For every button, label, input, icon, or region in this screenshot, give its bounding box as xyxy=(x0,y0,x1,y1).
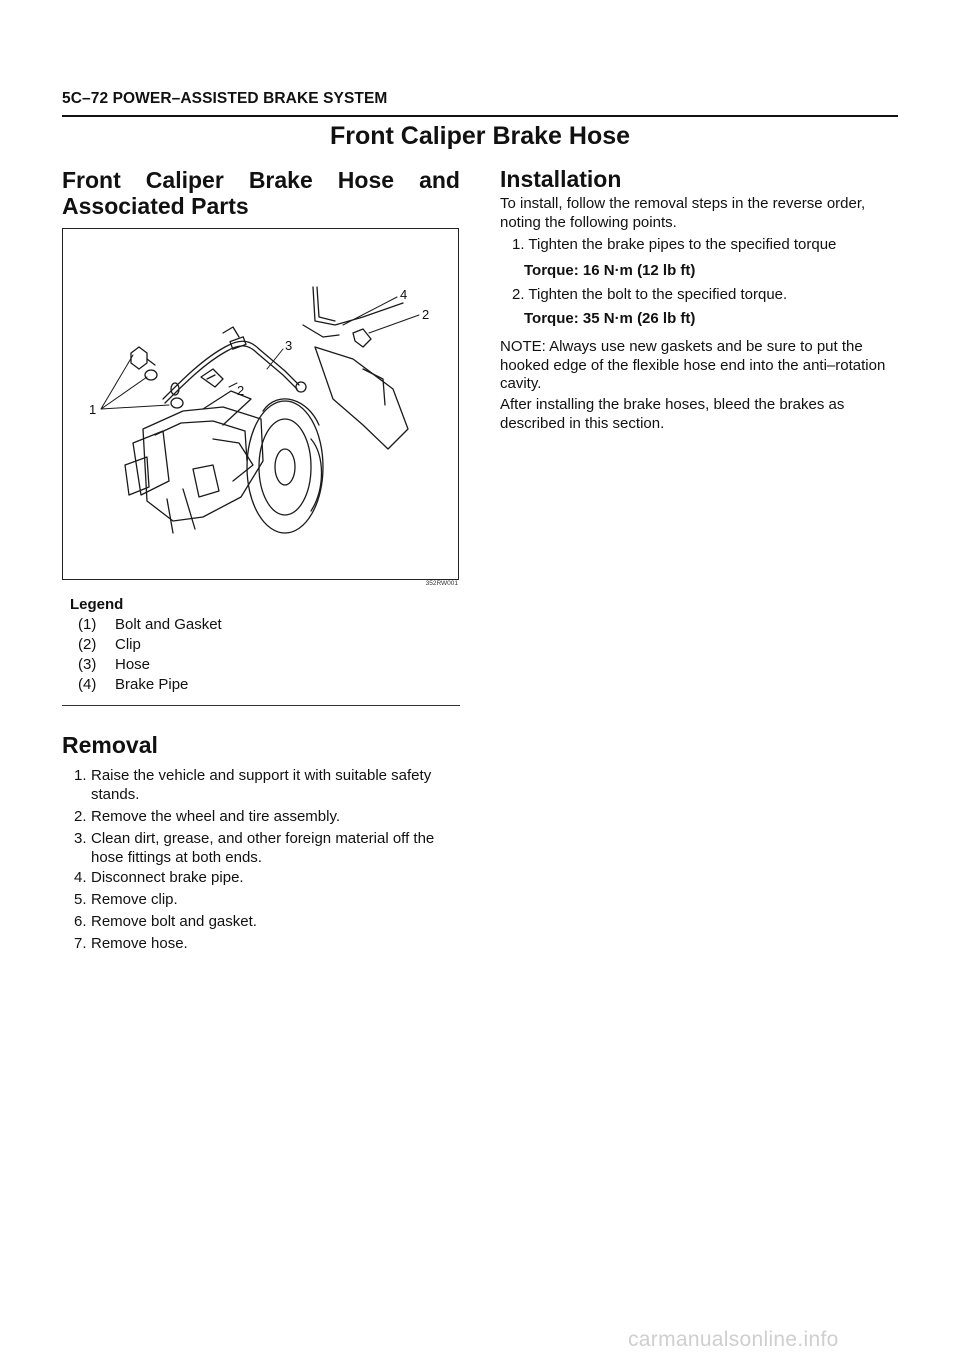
legend-label: Clip xyxy=(115,636,141,653)
step-text: Disconnect brake pipe. xyxy=(91,869,244,886)
brake-hose-illustration xyxy=(62,228,459,580)
parts-section-heading xyxy=(62,167,460,219)
legend-title: Legend xyxy=(70,596,124,613)
removal-heading: Removal xyxy=(62,732,158,758)
legend-item xyxy=(78,636,141,653)
installation-heading: Installation xyxy=(500,166,622,192)
heading-word: Front xyxy=(62,167,121,193)
legend-number: (3) xyxy=(78,656,97,673)
legend-label: Brake Pipe xyxy=(115,676,189,693)
page-header: 5C–72 POWER–ASSISTED BRAKE SYSTEM xyxy=(62,90,388,107)
parts-heading-line1 xyxy=(62,167,460,193)
callout-4: 4 xyxy=(400,287,408,302)
heading-word: Caliper xyxy=(145,167,224,193)
callout-2-lower: 2 xyxy=(237,383,245,398)
step-text: Raise the vehicle and support it with suitable safety stands. xyxy=(91,767,432,803)
legend-number: (1) xyxy=(78,616,97,633)
header-rule xyxy=(62,115,898,117)
callout-2-upper: 2 xyxy=(422,307,430,322)
removal-step xyxy=(74,913,462,932)
step-number: 5. xyxy=(74,891,87,908)
removal-step xyxy=(74,808,462,827)
installation-intro: To install, follow the removal steps in the reverse order, noting the following points. xyxy=(500,195,866,231)
installation-bleed-note: After installing the brake hoses, bleed the brakes as described in this section. xyxy=(500,396,845,432)
legend-number: (4) xyxy=(78,676,97,693)
installation-step-1: 1. Tighten the brake pipes to the specified torque xyxy=(512,236,837,253)
legend-item xyxy=(78,676,188,693)
page-title: Front Caliper Brake Hose xyxy=(329,122,631,150)
step-text: Remove bolt and gasket. xyxy=(91,913,257,930)
heading-word: Brake xyxy=(248,167,313,193)
installation-note: NOTE: Always use new gaskets and be sure to put the hooked edge of the flexible hose end into the anti–rotation cavity. xyxy=(500,338,886,392)
callout-1: 1 xyxy=(89,402,97,417)
torque-spec-2: Torque: 35 N·m (26 lb ft) xyxy=(524,310,696,327)
step-number: 7. xyxy=(74,935,87,952)
step-text: Remove the wheel and tire assembly. xyxy=(91,808,341,825)
callout-3: 3 xyxy=(285,338,293,353)
legend-item xyxy=(78,616,222,633)
removal-step xyxy=(74,935,462,954)
legend-label: Hose xyxy=(115,656,151,673)
heading-word: Hose xyxy=(337,167,395,193)
watermark-link[interactable]: carmanualsonline.info xyxy=(628,1328,839,1351)
step-number: 2. xyxy=(74,808,87,825)
installation-step-2: 2. Tighten the bolt to the specified torque. xyxy=(512,286,788,303)
step-text: Remove hose. xyxy=(91,935,188,952)
figure-code: 352RW001 xyxy=(425,580,458,587)
removal-step xyxy=(74,767,462,804)
step-number: 6. xyxy=(74,913,87,930)
removal-step xyxy=(74,869,462,888)
removal-step xyxy=(74,891,462,910)
heading-word: and xyxy=(419,167,460,193)
legend-divider xyxy=(62,705,460,706)
parts-heading-line2: Associated Parts xyxy=(62,193,249,219)
torque-spec-1: Torque: 16 N·m (12 lb ft) xyxy=(524,262,696,279)
step-text: Remove clip. xyxy=(91,891,178,908)
step-number: 4. xyxy=(74,869,87,886)
step-number: 3. xyxy=(74,830,87,847)
legend-number: (2) xyxy=(78,636,97,653)
removal-step xyxy=(74,830,462,867)
step-number: 1. xyxy=(74,767,87,784)
legend-label: Bolt and Gasket xyxy=(115,616,222,633)
exploded-view-drawing xyxy=(63,229,458,579)
step-text: Clean dirt, grease, and other foreign material off the hose fittings at both ends. xyxy=(91,830,435,866)
legend-item xyxy=(78,656,150,673)
